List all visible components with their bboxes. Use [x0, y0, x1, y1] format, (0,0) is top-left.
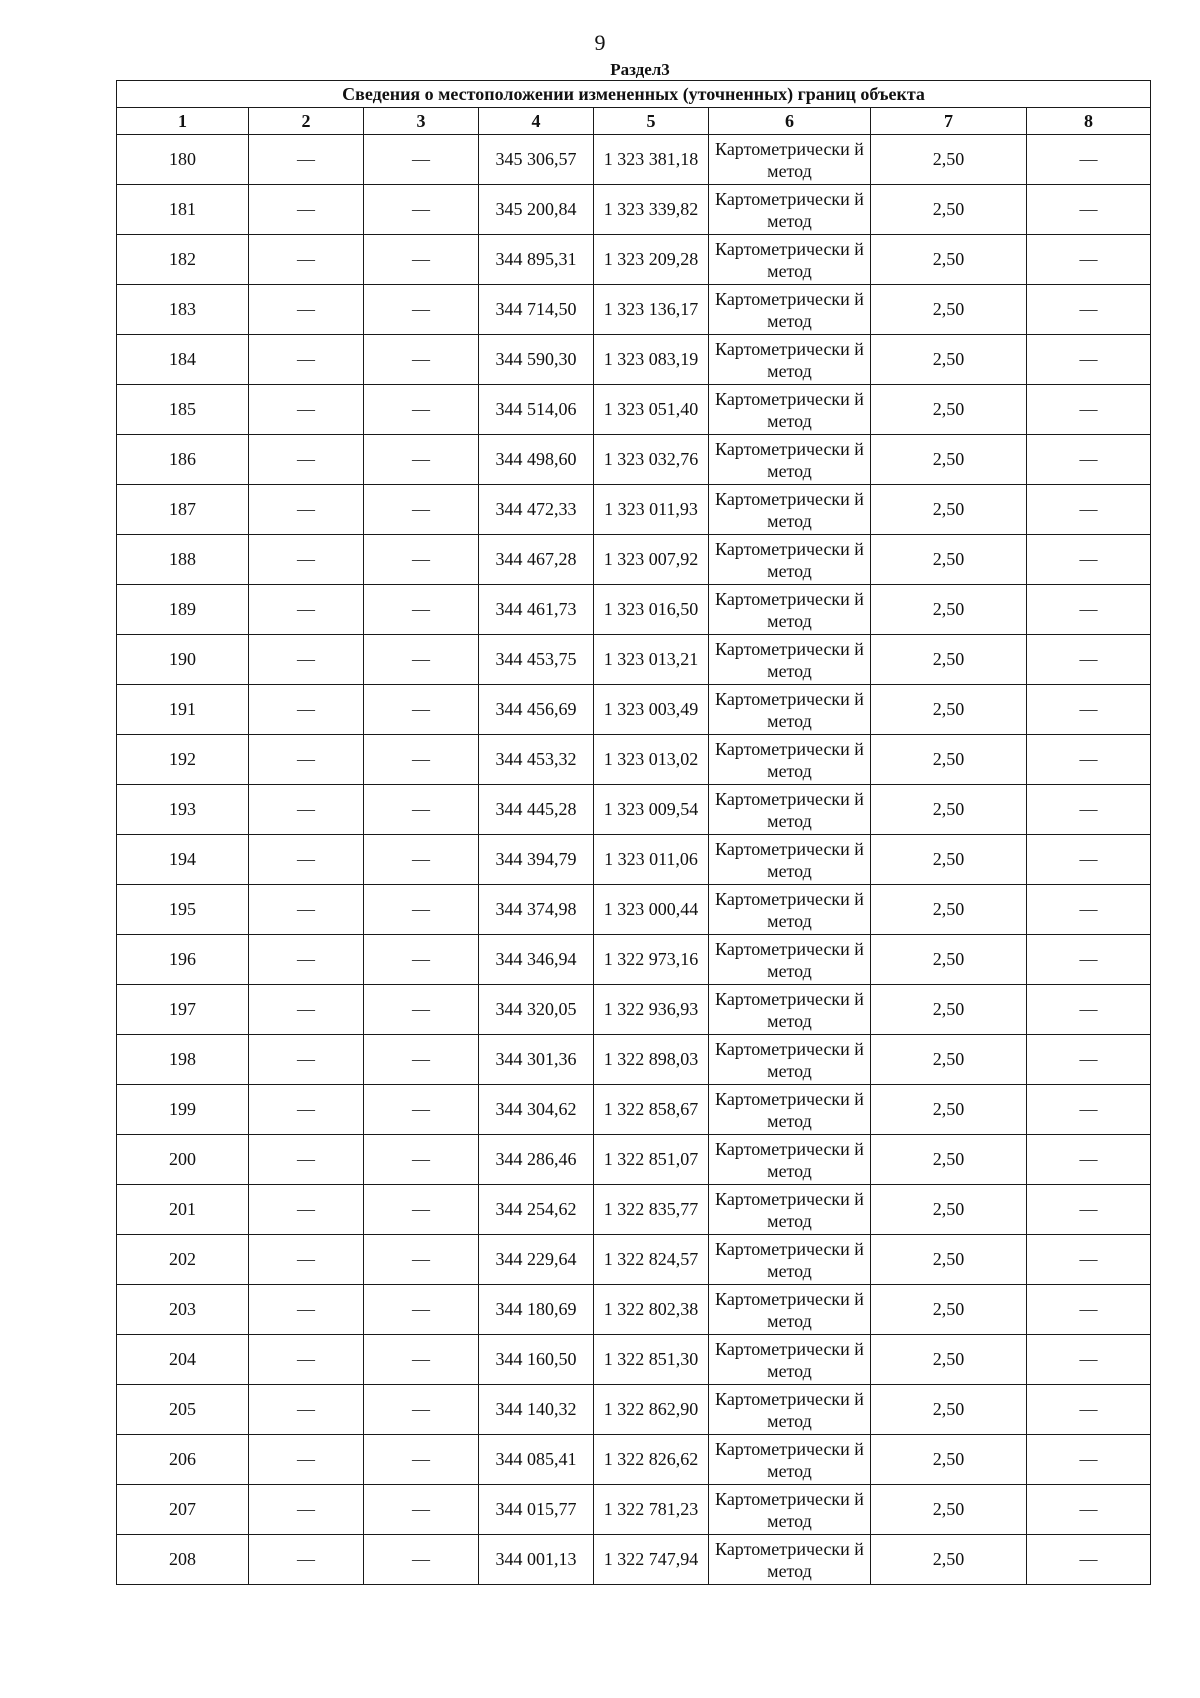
cell-col8: —	[1027, 635, 1151, 685]
cell-y-coordinate: 1 322 851,30	[594, 1335, 709, 1385]
cell-col2: —	[249, 1035, 364, 1085]
cell-col8: —	[1027, 335, 1151, 385]
table-row	[117, 385, 1151, 435]
cell-accuracy: 2,50	[871, 185, 1027, 235]
cell-method: Картометрически й метод	[709, 735, 871, 785]
cell-col2: —	[249, 935, 364, 985]
cell-point-number: 201	[117, 1185, 249, 1235]
cell-point-number: 195	[117, 885, 249, 935]
cell-col3: —	[364, 985, 479, 1035]
column-header-7: 7	[871, 108, 1027, 135]
cell-y-coordinate: 1 322 802,38	[594, 1285, 709, 1335]
cell-col8: —	[1027, 1235, 1151, 1285]
table-row	[117, 1235, 1151, 1285]
cell-y-coordinate: 1 322 781,23	[594, 1485, 709, 1535]
cell-col2: —	[249, 435, 364, 485]
cell-col8: —	[1027, 835, 1151, 885]
cell-y-coordinate: 1 323 007,92	[594, 535, 709, 585]
cell-accuracy: 2,50	[871, 985, 1027, 1035]
cell-x-coordinate: 345 306,57	[479, 135, 594, 185]
cell-col8: —	[1027, 1535, 1151, 1585]
cell-point-number: 190	[117, 635, 249, 685]
table-row	[117, 935, 1151, 985]
cell-point-number: 182	[117, 235, 249, 285]
cell-col8: —	[1027, 1385, 1151, 1435]
cell-x-coordinate: 344 467,28	[479, 535, 594, 585]
cell-y-coordinate: 1 322 824,57	[594, 1235, 709, 1285]
cell-col8: —	[1027, 585, 1151, 635]
cell-method: Картометрически й метод	[709, 435, 871, 485]
cell-col2: —	[249, 1085, 364, 1135]
cell-method: Картометрически й метод	[709, 935, 871, 985]
cell-col3: —	[364, 535, 479, 585]
column-header-1: 1	[117, 108, 249, 135]
cell-accuracy: 2,50	[871, 735, 1027, 785]
cell-col2: —	[249, 985, 364, 1035]
cell-point-number: 205	[117, 1385, 249, 1435]
cell-point-number: 200	[117, 1135, 249, 1185]
cell-x-coordinate: 344 346,94	[479, 935, 594, 985]
cell-col3: —	[364, 1035, 479, 1085]
cell-col3: —	[364, 1335, 479, 1385]
cell-col3: —	[364, 1085, 479, 1135]
cell-point-number: 204	[117, 1335, 249, 1385]
cell-x-coordinate: 344 320,05	[479, 985, 594, 1035]
cell-y-coordinate: 1 322 835,77	[594, 1185, 709, 1235]
cell-method: Картометрически й метод	[709, 1185, 871, 1235]
cell-y-coordinate: 1 323 000,44	[594, 885, 709, 935]
cell-method: Картометрически й метод	[709, 1035, 871, 1085]
cell-col3: —	[364, 735, 479, 785]
cell-accuracy: 2,50	[871, 585, 1027, 635]
cell-accuracy: 2,50	[871, 785, 1027, 835]
cell-y-coordinate: 1 323 136,17	[594, 285, 709, 335]
cell-col2: —	[249, 1335, 364, 1385]
cell-y-coordinate: 1 323 013,21	[594, 635, 709, 685]
cell-col8: —	[1027, 685, 1151, 735]
cell-method: Картометрически й метод	[709, 585, 871, 635]
cell-col3: —	[364, 1285, 479, 1335]
cell-point-number: 199	[117, 1085, 249, 1135]
cell-col8: —	[1027, 735, 1151, 785]
cell-col3: —	[364, 185, 479, 235]
cell-y-coordinate: 1 323 339,82	[594, 185, 709, 235]
cell-y-coordinate: 1 323 209,28	[594, 235, 709, 285]
cell-col2: —	[249, 885, 364, 935]
cell-x-coordinate: 344 140,32	[479, 1385, 594, 1435]
table-row	[117, 735, 1151, 785]
cell-col3: —	[364, 235, 479, 285]
cell-point-number: 197	[117, 985, 249, 1035]
cell-accuracy: 2,50	[871, 435, 1027, 485]
cell-accuracy: 2,50	[871, 1385, 1027, 1435]
cell-method: Картометрически й метод	[709, 285, 871, 335]
cell-col8: —	[1027, 1335, 1151, 1385]
cell-accuracy: 2,50	[871, 1035, 1027, 1085]
cell-col3: —	[364, 1485, 479, 1535]
cell-method: Картометрически й метод	[709, 985, 871, 1035]
cell-col8: —	[1027, 1135, 1151, 1185]
column-header-6: 6	[709, 108, 871, 135]
cell-col3: —	[364, 835, 479, 885]
cell-col2: —	[249, 485, 364, 535]
cell-col8: —	[1027, 885, 1151, 935]
cell-x-coordinate: 344 498,60	[479, 435, 594, 485]
cell-point-number: 196	[117, 935, 249, 985]
cell-col8: —	[1027, 1485, 1151, 1535]
cell-accuracy: 2,50	[871, 1335, 1027, 1385]
cell-col2: —	[249, 1385, 364, 1435]
cell-point-number: 208	[117, 1535, 249, 1585]
cell-accuracy: 2,50	[871, 1135, 1027, 1185]
cell-accuracy: 2,50	[871, 1085, 1027, 1135]
cell-accuracy: 2,50	[871, 1485, 1027, 1535]
cell-x-coordinate: 344 714,50	[479, 285, 594, 335]
cell-col3: —	[364, 285, 479, 335]
table-row	[117, 1335, 1151, 1385]
cell-point-number: 194	[117, 835, 249, 885]
cell-point-number: 187	[117, 485, 249, 535]
column-header-8: 8	[1027, 108, 1151, 135]
cell-col8: —	[1027, 1435, 1151, 1485]
cell-col2: —	[249, 1235, 364, 1285]
cell-y-coordinate: 1 322 826,62	[594, 1435, 709, 1485]
cell-method: Картометрически й метод	[709, 185, 871, 235]
cell-accuracy: 2,50	[871, 335, 1027, 385]
cell-col3: —	[364, 935, 479, 985]
coordinates-table	[116, 80, 1151, 1585]
cell-col2: —	[249, 835, 364, 885]
cell-col2: —	[249, 185, 364, 235]
cell-point-number: 193	[117, 785, 249, 835]
column-header-2: 2	[249, 108, 364, 135]
table-body	[117, 135, 1151, 1585]
cell-col8: —	[1027, 385, 1151, 435]
cell-y-coordinate: 1 323 083,19	[594, 335, 709, 385]
cell-col8: —	[1027, 135, 1151, 185]
cell-method: Картометрически й метод	[709, 1485, 871, 1535]
table-row	[117, 335, 1151, 385]
cell-point-number: 188	[117, 535, 249, 585]
cell-col2: —	[249, 1485, 364, 1535]
cell-y-coordinate: 1 322 936,93	[594, 985, 709, 1035]
cell-col3: —	[364, 1135, 479, 1185]
table-row	[117, 585, 1151, 635]
cell-col2: —	[249, 635, 364, 685]
cell-y-coordinate: 1 323 016,50	[594, 585, 709, 635]
cell-accuracy: 2,50	[871, 235, 1027, 285]
cell-method: Картометрически й метод	[709, 1435, 871, 1485]
cell-y-coordinate: 1 322 747,94	[594, 1535, 709, 1585]
cell-method: Картометрически й метод	[709, 335, 871, 385]
cell-y-coordinate: 1 322 973,16	[594, 935, 709, 985]
table-row	[117, 835, 1151, 885]
cell-col2: —	[249, 335, 364, 385]
column-header-5: 5	[594, 108, 709, 135]
cell-accuracy: 2,50	[871, 1285, 1027, 1335]
cell-y-coordinate: 1 322 862,90	[594, 1385, 709, 1435]
table-row	[117, 1285, 1151, 1335]
cell-col3: —	[364, 1435, 479, 1485]
cell-accuracy: 2,50	[871, 635, 1027, 685]
cell-col3: —	[364, 485, 479, 535]
cell-x-coordinate: 344 472,33	[479, 485, 594, 535]
cell-point-number: 181	[117, 185, 249, 235]
cell-point-number: 184	[117, 335, 249, 385]
cell-col3: —	[364, 135, 479, 185]
table-row	[117, 1535, 1151, 1585]
table-row	[117, 1135, 1151, 1185]
cell-col2: —	[249, 1535, 364, 1585]
cell-method: Картометрически й метод	[709, 1085, 871, 1135]
column-header-3: 3	[364, 108, 479, 135]
cell-x-coordinate: 344 180,69	[479, 1285, 594, 1335]
cell-method: Картометрически й метод	[709, 1385, 871, 1435]
cell-accuracy: 2,50	[871, 1435, 1027, 1485]
cell-col8: —	[1027, 1285, 1151, 1335]
table-row	[117, 785, 1151, 835]
cell-method: Картометрически й метод	[709, 1535, 871, 1585]
cell-col2: —	[249, 285, 364, 335]
cell-accuracy: 2,50	[871, 285, 1027, 335]
table-row	[117, 635, 1151, 685]
cell-y-coordinate: 1 323 013,02	[594, 735, 709, 785]
cell-col2: —	[249, 685, 364, 735]
cell-col2: —	[249, 1285, 364, 1335]
table-row	[117, 435, 1151, 485]
cell-x-coordinate: 344 453,32	[479, 735, 594, 785]
cell-y-coordinate: 1 322 898,03	[594, 1035, 709, 1085]
cell-accuracy: 2,50	[871, 385, 1027, 435]
cell-x-coordinate: 344 374,98	[479, 885, 594, 935]
cell-col2: —	[249, 385, 364, 435]
cell-x-coordinate: 344 254,62	[479, 1185, 594, 1235]
cell-col8: —	[1027, 185, 1151, 235]
table-row	[117, 1385, 1151, 1435]
cell-point-number: 203	[117, 1285, 249, 1335]
table-row	[117, 535, 1151, 585]
cell-col8: —	[1027, 985, 1151, 1035]
table-row	[117, 1085, 1151, 1135]
cell-col8: —	[1027, 785, 1151, 835]
cell-point-number: 202	[117, 1235, 249, 1285]
cell-col3: —	[364, 335, 479, 385]
cell-col8: —	[1027, 1035, 1151, 1085]
cell-accuracy: 2,50	[871, 1185, 1027, 1235]
cell-col2: —	[249, 585, 364, 635]
cell-y-coordinate: 1 323 011,93	[594, 485, 709, 535]
cell-point-number: 207	[117, 1485, 249, 1535]
cell-col8: —	[1027, 285, 1151, 335]
cell-point-number: 206	[117, 1435, 249, 1485]
table-row	[117, 1485, 1151, 1535]
cell-method: Картометрически й метод	[709, 485, 871, 535]
cell-col8: —	[1027, 485, 1151, 535]
cell-col3: —	[364, 1385, 479, 1435]
cell-y-coordinate: 1 323 003,49	[594, 685, 709, 735]
cell-col8: —	[1027, 435, 1151, 485]
cell-col3: —	[364, 385, 479, 435]
cell-x-coordinate: 344 394,79	[479, 835, 594, 885]
cell-x-coordinate: 344 229,64	[479, 1235, 594, 1285]
cell-col3: —	[364, 1535, 479, 1585]
cell-accuracy: 2,50	[871, 1535, 1027, 1585]
table-row	[117, 485, 1151, 535]
column-header-4: 4	[479, 108, 594, 135]
cell-method: Картометрически й метод	[709, 835, 871, 885]
cell-x-coordinate: 344 301,36	[479, 1035, 594, 1085]
cell-point-number: 189	[117, 585, 249, 635]
cell-y-coordinate: 1 323 009,54	[594, 785, 709, 835]
cell-x-coordinate: 344 304,62	[479, 1085, 594, 1135]
cell-method: Картометрически й метод	[709, 885, 871, 935]
cell-point-number: 180	[117, 135, 249, 185]
cell-method: Картометрически й метод	[709, 135, 871, 185]
cell-y-coordinate: 1 322 851,07	[594, 1135, 709, 1185]
cell-accuracy: 2,50	[871, 685, 1027, 735]
cell-x-coordinate: 344 456,69	[479, 685, 594, 735]
cell-col2: —	[249, 1135, 364, 1185]
cell-x-coordinate: 344 085,41	[479, 1435, 594, 1485]
table-row	[117, 985, 1151, 1035]
cell-col3: —	[364, 1185, 479, 1235]
cell-col3: —	[364, 635, 479, 685]
cell-x-coordinate: 344 015,77	[479, 1485, 594, 1535]
cell-point-number: 186	[117, 435, 249, 485]
cell-accuracy: 2,50	[871, 135, 1027, 185]
cell-x-coordinate: 344 001,13	[479, 1535, 594, 1585]
cell-method: Картометрически й метод	[709, 1285, 871, 1335]
cell-x-coordinate: 344 445,28	[479, 785, 594, 835]
cell-x-coordinate: 344 160,50	[479, 1335, 594, 1385]
cell-col3: —	[364, 435, 479, 485]
cell-col3: —	[364, 1235, 479, 1285]
cell-method: Картометрически й метод	[709, 535, 871, 585]
table-row	[117, 885, 1151, 935]
cell-y-coordinate: 1 323 011,06	[594, 835, 709, 885]
cell-col2: —	[249, 1435, 364, 1485]
table-row	[117, 285, 1151, 335]
table-row	[117, 135, 1151, 185]
cell-col8: —	[1027, 235, 1151, 285]
cell-col2: —	[249, 135, 364, 185]
cell-col8: —	[1027, 1085, 1151, 1135]
cell-method: Картометрически й метод	[709, 1335, 871, 1385]
cell-x-coordinate: 345 200,84	[479, 185, 594, 235]
cell-x-coordinate: 344 895,31	[479, 235, 594, 285]
cell-point-number: 191	[117, 685, 249, 735]
cell-accuracy: 2,50	[871, 535, 1027, 585]
cell-method: Картометрически й метод	[709, 235, 871, 285]
table-row	[117, 685, 1151, 735]
cell-accuracy: 2,50	[871, 885, 1027, 935]
cell-point-number: 192	[117, 735, 249, 785]
cell-y-coordinate: 1 323 051,40	[594, 385, 709, 435]
table-row	[117, 1185, 1151, 1235]
cell-method: Картометрически й метод	[709, 785, 871, 835]
cell-point-number: 198	[117, 1035, 249, 1085]
cell-col3: —	[364, 885, 479, 935]
cell-accuracy: 2,50	[871, 485, 1027, 535]
cell-accuracy: 2,50	[871, 935, 1027, 985]
cell-col2: —	[249, 1185, 364, 1235]
table-row	[117, 185, 1151, 235]
cell-x-coordinate: 344 461,73	[479, 585, 594, 635]
cell-col3: —	[364, 685, 479, 735]
cell-method: Картометрически й метод	[709, 635, 871, 685]
cell-x-coordinate: 344 514,06	[479, 385, 594, 435]
cell-method: Картометрически й метод	[709, 1135, 871, 1185]
cell-y-coordinate: 1 323 032,76	[594, 435, 709, 485]
cell-method: Картометрически й метод	[709, 385, 871, 435]
table-row	[117, 1435, 1151, 1485]
cell-y-coordinate: 1 323 381,18	[594, 135, 709, 185]
table-row	[117, 235, 1151, 285]
cell-x-coordinate: 344 590,30	[479, 335, 594, 385]
cell-col8: —	[1027, 535, 1151, 585]
column-header-row	[117, 108, 1151, 135]
cell-x-coordinate: 344 453,75	[479, 635, 594, 685]
cell-method: Картометрически й метод	[709, 1235, 871, 1285]
table-row	[117, 1035, 1151, 1085]
cell-method: Картометрически й метод	[709, 685, 871, 735]
cell-col3: —	[364, 785, 479, 835]
cell-x-coordinate: 344 286,46	[479, 1135, 594, 1185]
cell-col2: —	[249, 735, 364, 785]
cell-col8: —	[1027, 935, 1151, 985]
cell-col2: —	[249, 785, 364, 835]
cell-accuracy: 2,50	[871, 835, 1027, 885]
cell-y-coordinate: 1 322 858,67	[594, 1085, 709, 1135]
cell-accuracy: 2,50	[871, 1235, 1027, 1285]
cell-col2: —	[249, 535, 364, 585]
cell-col3: —	[364, 585, 479, 635]
cell-point-number: 185	[117, 385, 249, 435]
section-title: Раздел3	[610, 60, 670, 79]
cell-point-number: 183	[117, 285, 249, 335]
cell-col2: —	[249, 235, 364, 285]
page-number: 9	[594, 30, 606, 55]
cell-col8: —	[1027, 1185, 1151, 1235]
table-caption: Сведения о местоположении измененных (уточненных) границ объекта	[117, 81, 1151, 108]
